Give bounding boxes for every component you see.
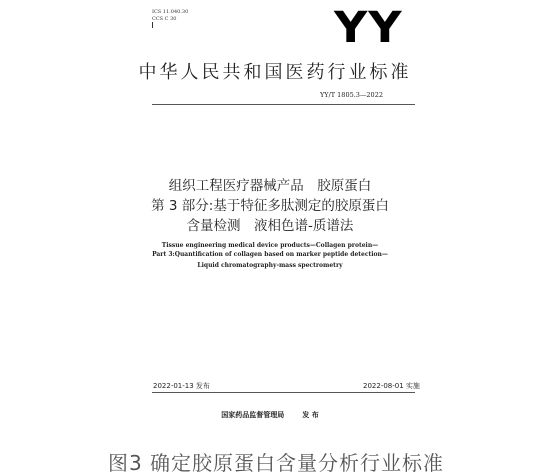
classification-codes bbox=[152, 9, 188, 23]
margin-mark bbox=[152, 22, 153, 28]
title-en-line-1: Tissue engineering medical device products—Collagen protein— bbox=[161, 242, 379, 249]
publisher-action: 发 布 bbox=[302, 411, 319, 419]
title-cn-line-2: 第 3 部分:基于特征多肽测定的胶原蛋白 bbox=[151, 198, 389, 214]
ccs-code: CCS C 30 bbox=[152, 16, 177, 22]
title-cn-line-1: 组织工程医疗器械产品 胶原蛋白 bbox=[168, 178, 372, 194]
publisher-name: 国家药品监督管理局 bbox=[221, 411, 285, 419]
implementation-date: 2022-08-01 实施 bbox=[363, 382, 420, 390]
organization-title: 中华人民共和国医药行业标准 bbox=[138, 62, 412, 83]
bottom-divider bbox=[152, 392, 415, 393]
figure-caption: 图3 确定胶原蛋白含量分析行业标准 bbox=[107, 451, 445, 475]
top-divider bbox=[152, 104, 415, 105]
title-cn-line-3: 含量检测 液相色谱-质谱法 bbox=[186, 218, 354, 234]
issue-date: 2022-01-13 发布 bbox=[153, 382, 210, 390]
title-en-line-3: Liquid chromatography-mass spectrometry bbox=[197, 262, 343, 269]
ics-code: ICS 11.040.30 bbox=[152, 9, 189, 15]
yy-logo: YY bbox=[334, 2, 403, 53]
title-en-line-2: Part 3:Quantification of collagen based on marker peptide detection— bbox=[152, 251, 388, 258]
standard-number: YY/T 1805.3—2022 bbox=[320, 91, 383, 99]
publisher-line bbox=[0, 410, 540, 420]
